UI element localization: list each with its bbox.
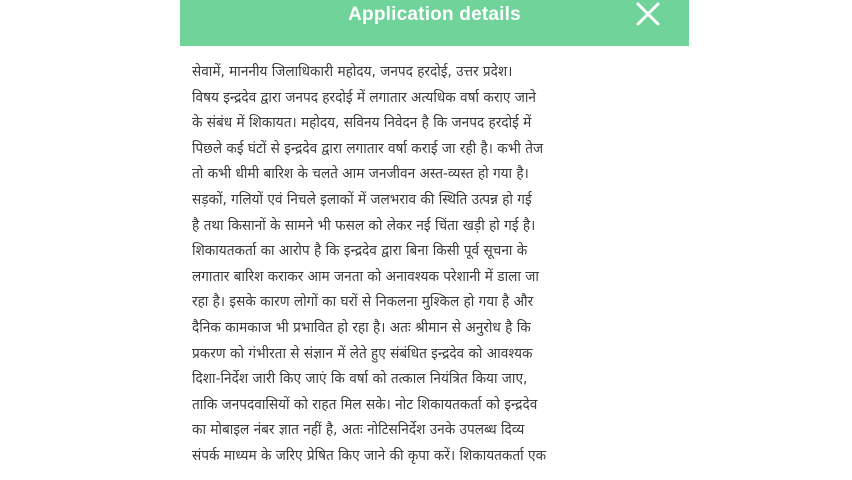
body-line: लगातार बारिश कराकर आम जनता को अनावश्यक परेशानी में डाला जा <box>192 268 539 285</box>
body-line: पिछले कई घंटों से इन्द्रदेव द्वारा लगातार वर्षा कराई जा रही है। कभी तेज <box>192 140 544 157</box>
body-line: दिशा-निर्देश जारी किए जाएं कि वर्षा को तत्काल नियंत्रित किया जाए, <box>192 371 528 388</box>
body-line: संपर्क माध्यम के जरिए प्रेषित किए जाने की कृपा करें। शिकायतकर्ता एक <box>192 447 547 464</box>
dialog-title: Application details <box>348 4 521 25</box>
body-line: विषय इन्द्रदेव द्वारा जनपद हरदोई में लगातार अत्यधिक वर्षा कराए जाने <box>192 89 537 106</box>
close-icon[interactable] <box>635 2 661 26</box>
body-line: ताकि जनपदवासियों को राहत मिल सके। नोट शिकायतकर्ता को इन्द्रदेव <box>192 396 538 413</box>
close-icon-glyph <box>635 2 661 26</box>
body-line: प्रकरण को गंभीरता से संज्ञान में लेते हुए संबंधित इन्द्रदेव को आवश्यक <box>192 345 533 362</box>
body-line: सड़कों, गलियों एवं निचले इलाकों में जलभराव की स्थिति उत्पन्न हो गई <box>192 191 532 208</box>
body-line: तो कभी धीमी बारिश के चलते आम जनजीवन अस्त-व्यस्त हो गया है। <box>192 166 529 183</box>
body-line: सेवामें, माननीय जिलाधिकारी महोदय, जनपद हरदोई, उत्तर प्रदेश। <box>192 64 513 80</box>
body-line: है तथा किसानों के सामने भी फसल को लेकर नई चिंता खड़ी हो गई है। <box>192 217 536 234</box>
body-line: के संबंध में शिकायत। महोदय, सविनय निवेदन है कि जनपद हरदोई में <box>192 115 532 132</box>
application-details-dialog <box>180 0 689 480</box>
application-body <box>192 60 682 470</box>
body-line: दैनिक कामकाज भी प्रभावित हो रहा है। अतः श्रीमान से अनुरोध है कि <box>192 319 531 336</box>
dialog-header <box>180 0 689 46</box>
body-line: शिकायतकर्ता का आरोप है कि इन्द्रदेव द्वारा बिना किसी पूर्व सूचना के <box>192 243 528 260</box>
body-line: का मोबाइल नंबर ज्ञात नहीं है, अतः नोटिसनिर्देश उनके उपलब्ध दिव्य <box>192 422 525 439</box>
body-line: रहा है। इसके कारण लोगों का घरों से निकलना मुश्किल हो गया है और <box>192 294 534 311</box>
